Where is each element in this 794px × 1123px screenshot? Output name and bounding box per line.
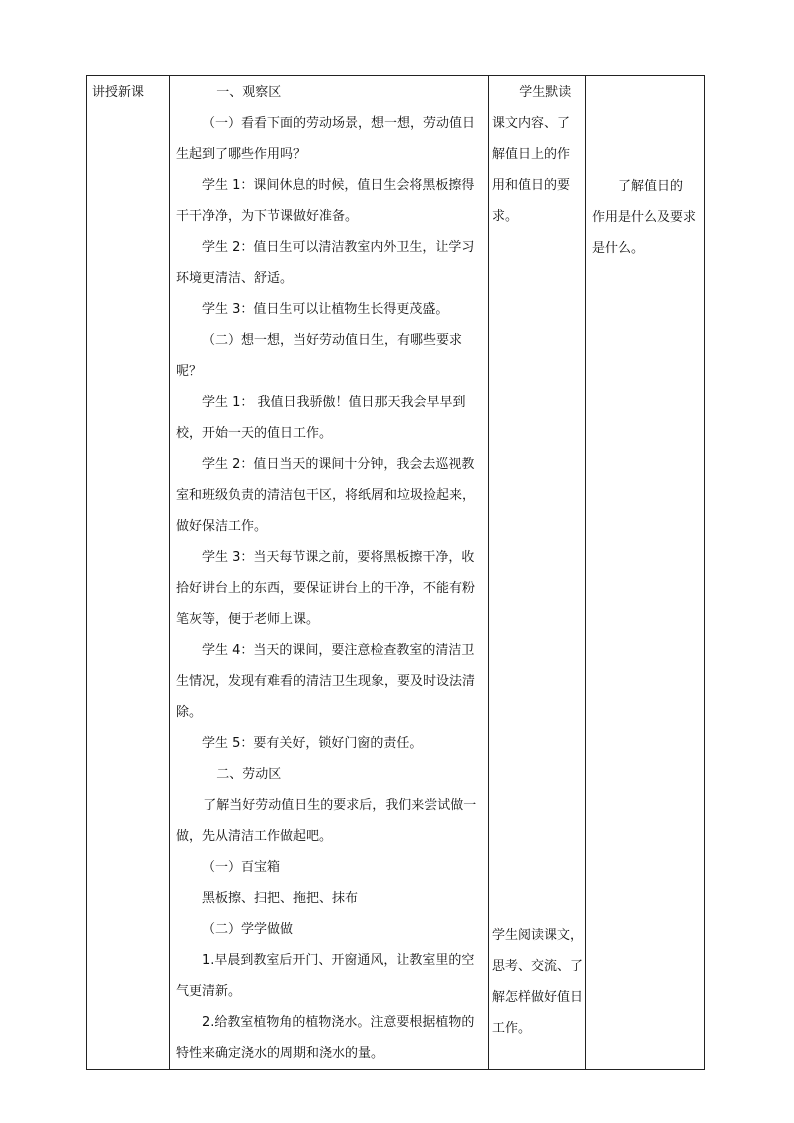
subsection-toolbox: （一）百宝箱 bbox=[202, 860, 281, 875]
requirement-3: 学生 3：当天每节课之前，要将黑板擦干净，收拾好讲台上的东西，要保证讲台上的干净，不能有粉笔灰等，便于老师上课。 bbox=[176, 550, 476, 627]
subsection-practice: （二）学学做做 bbox=[202, 922, 294, 937]
toolbox-items: 黑板擦、扫把、拖把、抹布 bbox=[202, 891, 359, 906]
answer-3: 学生 3：值日生可以让植物生长得更茂盛。 bbox=[202, 302, 449, 317]
labor-intro: 了解当好劳动值日生的要求后，我们来尝试做一 做，先从清洁工作做起吧。 bbox=[176, 798, 477, 844]
row-label: 讲授新课 bbox=[92, 85, 145, 100]
answer-2: 学生 2：值日生可以清洁教室内外卫生，让学习环境更清洁、舒适。 bbox=[176, 240, 475, 286]
lesson-plan-table bbox=[86, 75, 705, 1070]
section-title-observation: 一、观察区 bbox=[216, 85, 282, 100]
teaching-content-cell bbox=[170, 76, 489, 1070]
student-activity-top-line1: 学生默读 bbox=[519, 85, 572, 100]
question-1: （一）看看下面的劳动场景，想一想，劳动值日生起到了哪些作用吗？ bbox=[176, 116, 476, 162]
teaching-content bbox=[170, 76, 488, 1069]
requirement-4: 学生 4：当天的课间，要注意检查教室的清洁卫生情况，发现有难看的清洁卫生现象，要及时设法清除。 bbox=[176, 643, 476, 720]
design-intent-text bbox=[592, 171, 700, 264]
table-row bbox=[87, 76, 705, 1070]
design-intent-line1: 了解值日的 bbox=[618, 179, 684, 194]
row-label-cell bbox=[87, 76, 170, 1070]
practice-step-1: 1.早晨到教室后开门、开窗通风，让教室里的空气更清新。 bbox=[176, 953, 475, 999]
student-activity-bottom: 学生阅读课文，思考、交流、了解怎样做好值日工作。 bbox=[492, 928, 584, 1036]
design-intent-rest: 作用是什么及要求是什么。 bbox=[592, 210, 697, 256]
requirement-5: 学生 5：要有关好，锁好门窗的责任。 bbox=[202, 736, 423, 751]
answer-1: 学生 1：课间休息的时候，值日生会将黑板擦得干干净净，为下节课做好准备。 bbox=[176, 178, 475, 224]
requirement-1: 学生 1： 我值日我骄傲！值日那天我会早早到校，开始一天的值日工作。 bbox=[176, 395, 466, 441]
student-activity-top-rest: 课文内容、了解值日上的作用和值日的要求。 bbox=[492, 116, 571, 224]
student-activity-cell bbox=[489, 76, 586, 1070]
section-title-labor: 二、劳动区 bbox=[216, 767, 282, 782]
student-activity-top bbox=[489, 76, 585, 232]
practice-step-2: 2.给教室植物角的植物浇水。注意要根据植物的特性来确定浇水的周期和浇水的量。 bbox=[176, 1015, 475, 1061]
requirement-2: 学生 2：值日当天的课间十分钟，我会去巡视教室和班级负责的清洁包干区，将纸屑和垃圾捡起来，做好保洁工作。 bbox=[176, 457, 476, 534]
question-2: （二）想一想，当好劳动值日生，有哪些要求呢？ bbox=[176, 333, 463, 379]
design-intent-cell bbox=[586, 76, 705, 1070]
